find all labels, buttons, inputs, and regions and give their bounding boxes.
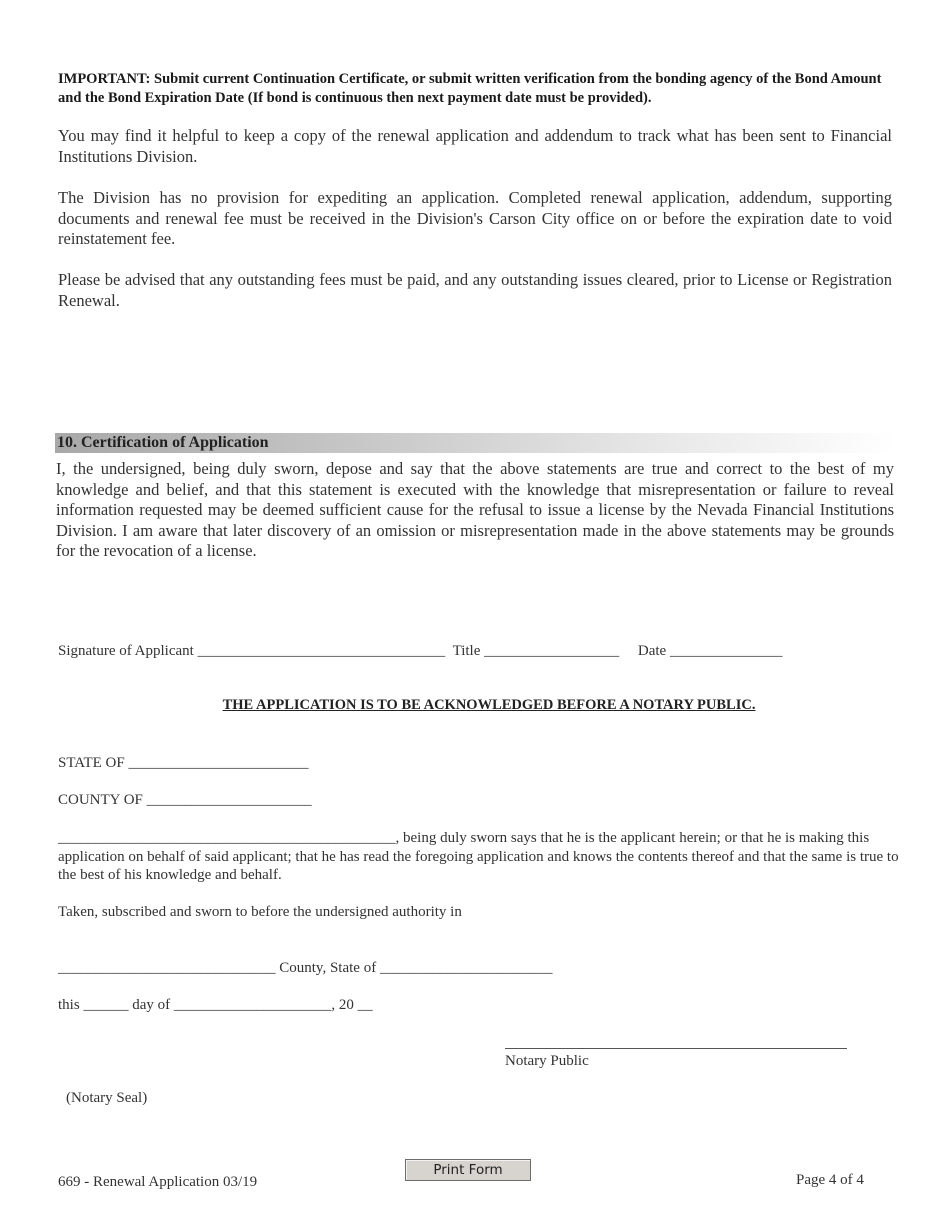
date-label: Date bbox=[637, 643, 667, 659]
state-label: STATE OF bbox=[58, 755, 125, 771]
page-number: Page 4 of 4 bbox=[796, 1172, 864, 1188]
signature-label: Signature of Applicant bbox=[58, 643, 194, 659]
signature-row bbox=[58, 642, 782, 661]
year-prefix: , 20 bbox=[331, 997, 354, 1013]
certification-section-header: 10. Certification of Application bbox=[55, 433, 895, 453]
sworn-statement bbox=[58, 829, 916, 885]
affiant-name-field[interactable]: _____________________________________________ bbox=[58, 830, 396, 846]
important-notice: IMPORTANT: Submit current Continuation Certificate, or submit written verification from the bonding agency of the Bond Amount and the Bond Expiration Date (If bond is continuous then next payment date must be provided). bbox=[58, 71, 882, 106]
form-identifier: 669 - Renewal Application 03/19 bbox=[58, 1174, 258, 1190]
state-field[interactable]: ________________________ bbox=[128, 755, 309, 771]
county-row bbox=[58, 791, 312, 810]
title-label: Title bbox=[452, 643, 481, 659]
notary-signature-line[interactable] bbox=[505, 1048, 847, 1049]
county-field[interactable]: ______________________ bbox=[146, 792, 312, 808]
notary-acknowledgement-heading: THE APPLICATION IS TO BE ACKNOWLEDGED BEFORE A NOTARY PUBLIC. bbox=[222, 697, 756, 713]
state-name-field[interactable]: _______________________ bbox=[379, 960, 553, 976]
state-row bbox=[58, 754, 308, 773]
signature-field[interactable]: _________________________________ bbox=[197, 643, 446, 659]
taken-subscribed-text: Taken, subscribed and sworn to before the undersigned authority in bbox=[58, 904, 462, 920]
title-field[interactable]: __________________ bbox=[484, 643, 620, 659]
county-name-field[interactable]: _____________________________ bbox=[58, 960, 276, 976]
county-state-row bbox=[58, 959, 552, 978]
helpful-copy-paragraph: You may find it helpful to keep a copy of the renewal application and addendum to track what has been sent to Financial Institutions Division. bbox=[58, 126, 892, 166]
this-label: this bbox=[58, 997, 80, 1013]
sworn-statement-text: , being duly sworn says that he is the applicant herein; or that he is making this application on behalf of said applicant; that he has read the foregoing application and knows the contents thereof and that the same is true to the best of his knowledge and behalf. bbox=[58, 830, 899, 883]
print-form-button[interactable]: Print Form bbox=[405, 1159, 531, 1181]
day-field[interactable]: ______ bbox=[83, 997, 129, 1013]
date-sworn-row bbox=[58, 996, 373, 1015]
day-of-label: day of bbox=[132, 997, 171, 1013]
year-field[interactable]: __ bbox=[357, 997, 373, 1013]
county-label: COUNTY OF bbox=[58, 792, 143, 808]
notary-seal-label: (Notary Seal) bbox=[66, 1090, 148, 1106]
certification-statement: I, the undersigned, being duly sworn, depose and say that the above statements are true and correct to the best of my knowledge and belief, and that this statement is executed with the knowledge that misrepresentation or failure to reveal information requested may be deemed sufficient cause for the refusal to issue a license by the Nevada Financial Institutions Division. I am aware that later discovery of an omission or misrepresentation made in the above statements may be grounds for the revocation of a license. bbox=[56, 459, 894, 560]
expediting-paragraph: The Division has no provision for expediting an application. Completed renewal application, addendum, supporting documents and renewal fee must be received in the Division's Carson City office on or before the expiration date to void reinstatement fee. bbox=[58, 188, 892, 248]
notary-public-label: Notary Public bbox=[505, 1053, 589, 1069]
date-field[interactable]: _______________ bbox=[669, 643, 783, 659]
month-field[interactable]: _____________________ bbox=[173, 997, 332, 1013]
outstanding-fees-paragraph: Please be advised that any outstanding fees must be paid, and any outstanding issues cleared, prior to License or Registration Renewal. bbox=[58, 270, 892, 310]
county-state-label: County, State of bbox=[279, 960, 377, 976]
